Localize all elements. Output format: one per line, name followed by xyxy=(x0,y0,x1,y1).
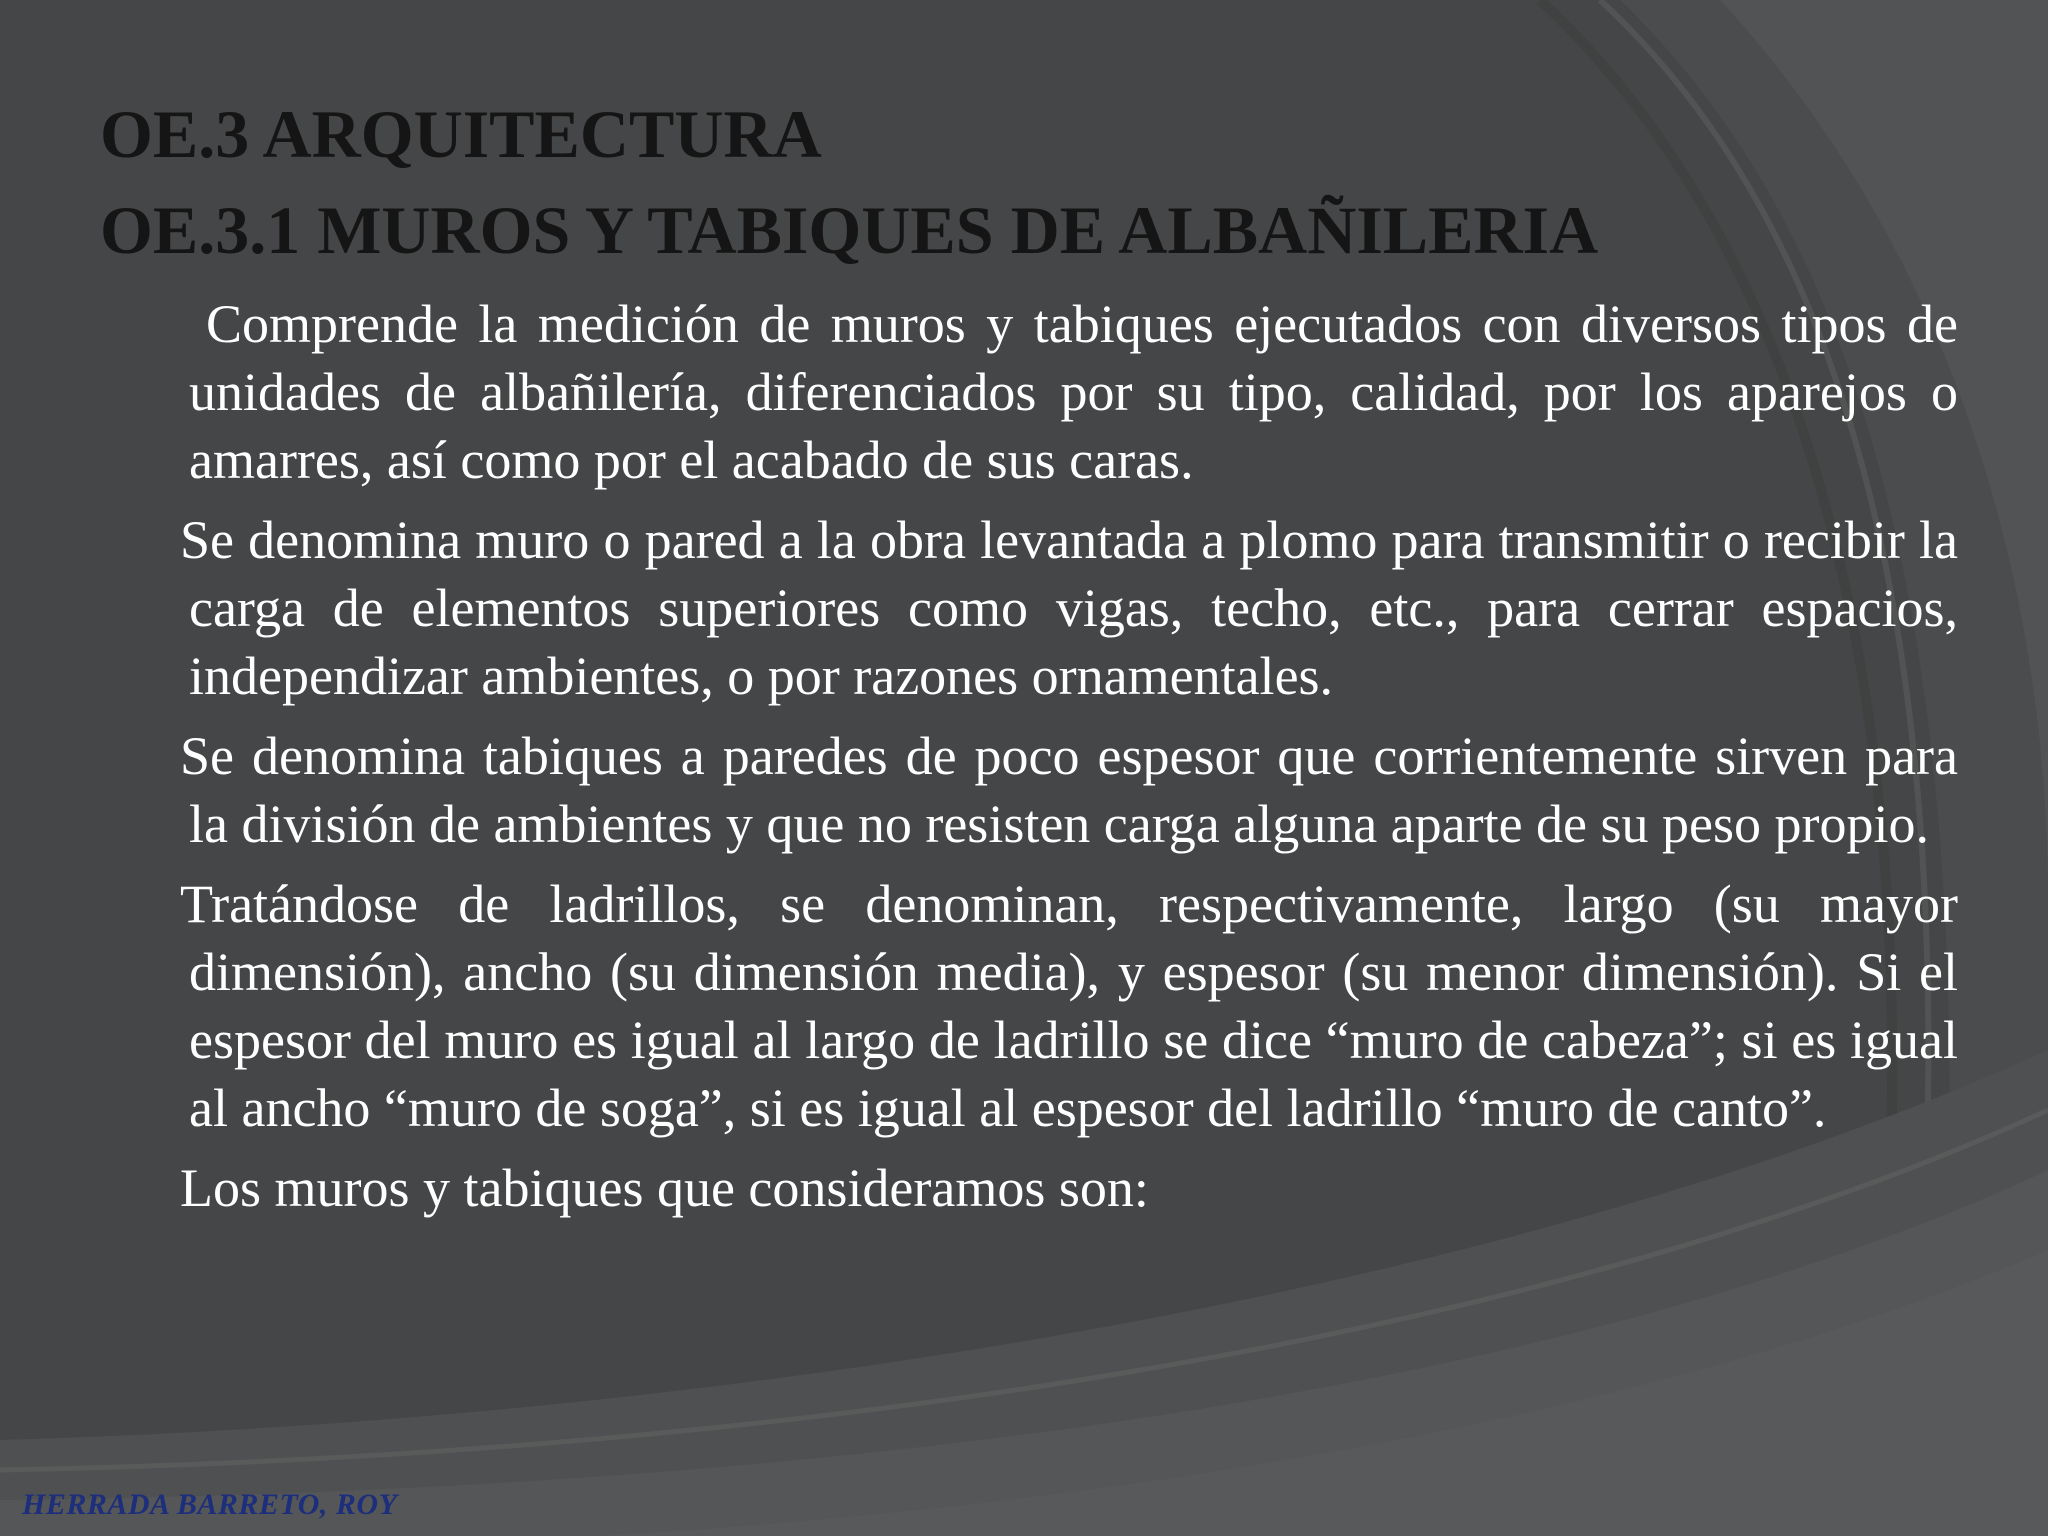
paragraph-tabiques: Se denomina tabiques a paredes de poco espesor que corrientemente sirven para la división de ambientes y que no resisten carga alguna aparte de su peso propio. xyxy=(180,726,1958,854)
slide-title xyxy=(100,86,2000,278)
paragraph-ladrillos: Tratándose de ladrillos, se denominan, respectivamente, largo (su mayor dimensión), ancho (su dimensión media), y espesor (su menor dimensión). Si el espesor del muro es igual al largo de ladrillo se dice “muro de cabeza”; si es igual al ancho “muro de soga”, si es igual al espesor del ladrillo “muro de canto”. xyxy=(180,874,1958,1138)
title-line-1: OE.3 ARQUITECTURA xyxy=(100,96,822,172)
author-footer: HERRADA BARRETO, ROY xyxy=(22,1488,398,1521)
title-line-2: OE.3.1 MUROS Y TABIQUES DE ALBAÑILERIA xyxy=(100,192,1599,268)
paragraph-definition: Comprende la medición de muros y tabiques ejecutados con diversos tipos de unidades de albañilería, diferenciados por su tipo, calidad, por los aparejos o amarres, así como por el acabado de sus caras. xyxy=(189,294,1958,490)
slide-body xyxy=(180,290,1958,1234)
paragraph-muro: Se denomina muro o pared a la obra levantada a plomo para transmitir o recibir la carga de elementos superiores como vigas, techo, etc., para cerrar espacios, independizar ambientes, o por razones ornamentales. xyxy=(180,510,1958,706)
paragraph-consideramos: Los muros y tabiques que consideramos son: xyxy=(180,1158,1149,1218)
